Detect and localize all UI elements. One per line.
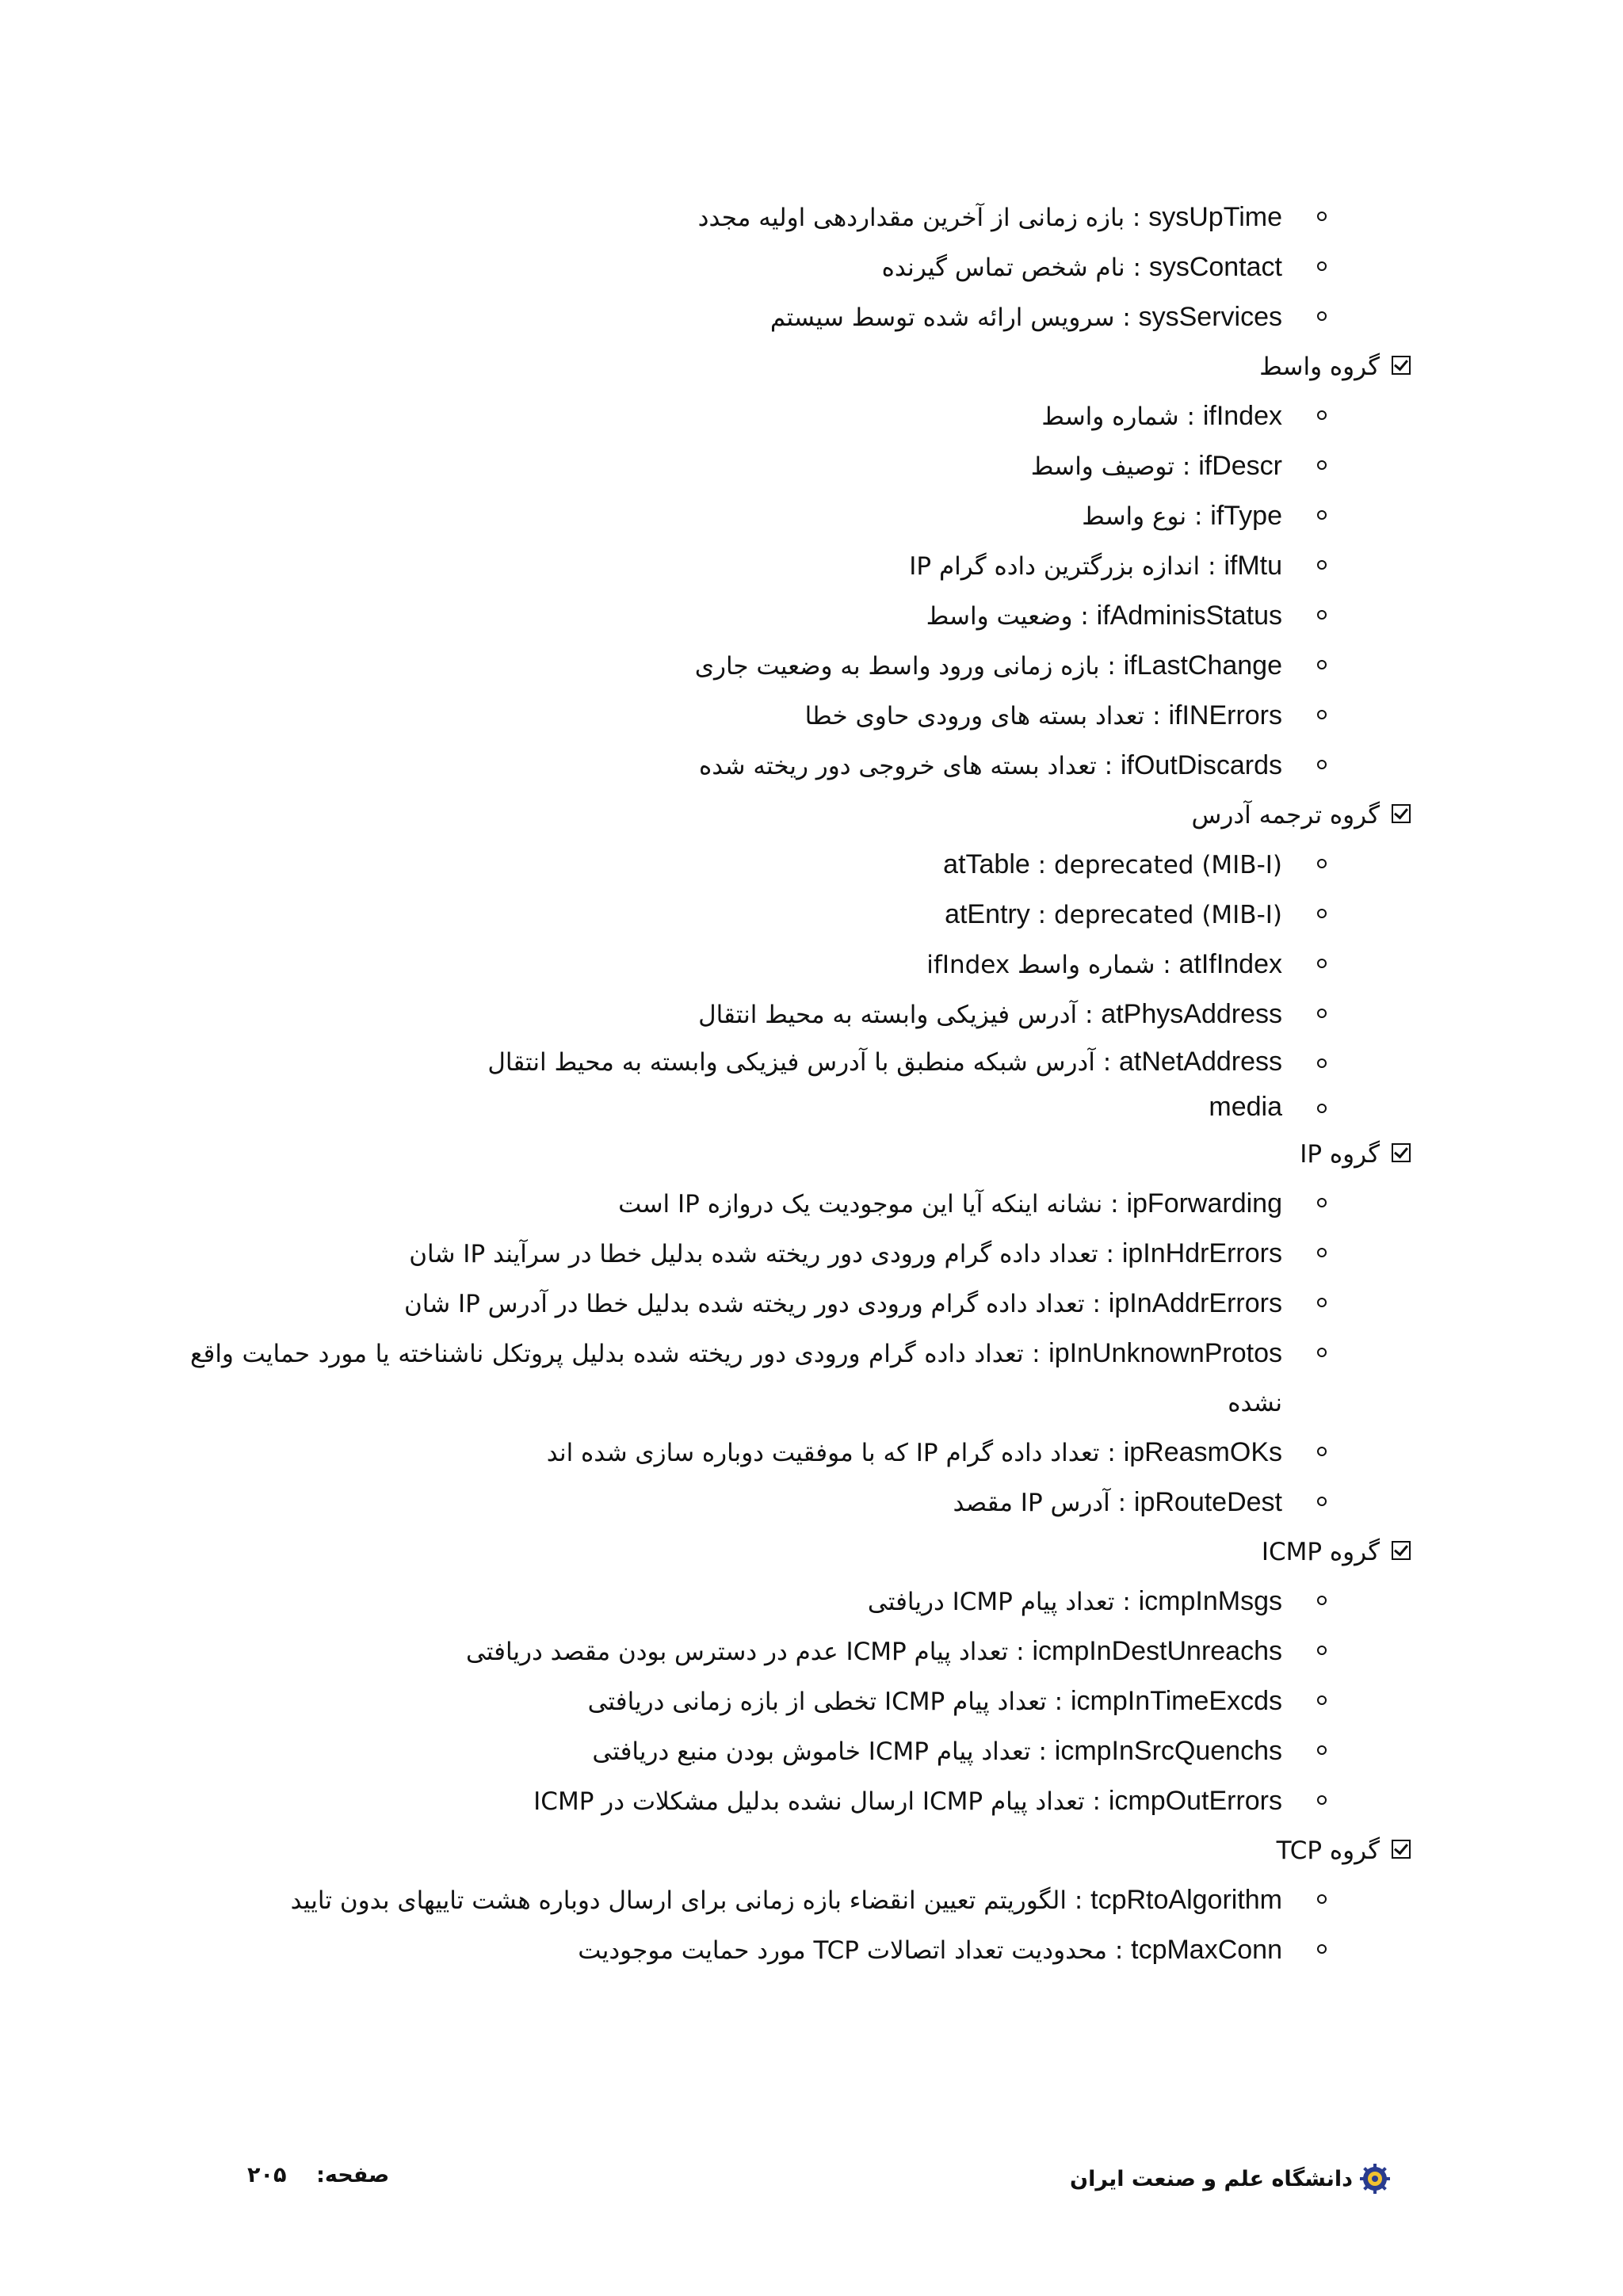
circle-bullet-icon <box>1317 909 1327 918</box>
mib-object-description: : شماره واسط ifIndex <box>926 951 1179 979</box>
mib-object-name: ipInAddrErrors <box>1108 1288 1282 1318</box>
mib-object-description: : تعداد پیام ICMP خاموش بودن منبع دریافتی <box>592 1737 1055 1766</box>
mib-object-name: ipInUnknownProtos <box>1048 1338 1282 1368</box>
circle-bullet-icon <box>1317 959 1327 968</box>
mib-object-name: icmpInTimeExcds <box>1070 1686 1282 1716</box>
list-item <box>190 940 1282 990</box>
list-item <box>190 1478 1282 1527</box>
circle-bullet-icon <box>1317 311 1327 321</box>
section-heading <box>190 1527 1380 1577</box>
mib-object-name: atPhysAddress <box>1101 999 1282 1029</box>
section-heading <box>190 342 1380 391</box>
mib-object-name: ifMtu <box>1224 551 1282 581</box>
mib-object-name: ifAdminisStatus <box>1096 601 1282 631</box>
mib-object-name: media <box>1209 1092 1282 1122</box>
circle-bullet-icon <box>1317 1695 1327 1705</box>
circle-bullet-icon <box>1317 1894 1327 1904</box>
mib-object-description: : اندازه بزرگترین داده گرام IP <box>909 552 1224 581</box>
mib-object-description: : تعداد پیام ICMP عدم در دسترس بودن مقصد دریافتی <box>465 1638 1033 1666</box>
mib-object-description: : تعداد پیام ICMP دریافتی <box>867 1588 1139 1616</box>
circle-bullet-icon <box>1317 1447 1327 1456</box>
mib-object-description: : الگوریتم تعیین انقضاء بازه زمانی برای ارسال دوباره هشت تاییهای بدون تایید <box>290 1886 1091 1915</box>
mib-object-name: ipInHdrErrors <box>1121 1238 1282 1268</box>
circle-bullet-icon <box>1317 660 1327 669</box>
list-item <box>190 1577 1282 1627</box>
list-item <box>190 1085 1282 1130</box>
mib-object-description: : بازه زمانی ورود واسط به وضعیت جاری <box>694 652 1124 681</box>
list-item <box>190 691 1282 741</box>
list-item <box>190 890 1282 940</box>
circle-bullet-icon <box>1317 1348 1327 1357</box>
list-item <box>190 441 1282 491</box>
list-item <box>190 491 1282 541</box>
section-title: گروه ICMP <box>1261 1538 1380 1566</box>
circle-bullet-icon <box>1317 1198 1327 1207</box>
content-area <box>190 193 1380 1975</box>
circle-bullet-icon <box>1317 510 1327 520</box>
section-title: گروه TCP <box>1276 1836 1380 1865</box>
list-item <box>190 1925 1282 1975</box>
circle-bullet-icon <box>1317 1944 1327 1954</box>
mib-object-name: ifType <box>1210 501 1282 531</box>
mib-object-description: : سرویس ارائه شده توسط سیستم <box>769 303 1139 332</box>
list-item <box>190 741 1282 791</box>
circle-bullet-icon <box>1317 1745 1327 1755</box>
checkbox-checked-icon <box>1392 1541 1411 1560</box>
section-title: گروه واسط <box>1259 353 1380 381</box>
mib-object-description: : تعداد بسته های خروجی دور ریخته شده <box>699 752 1121 780</box>
mib-object-name: ifINErrors <box>1168 700 1282 730</box>
list-item <box>190 1776 1282 1826</box>
mib-object-description: : وضعیت واسط <box>926 602 1097 631</box>
list-item <box>190 1039 1282 1085</box>
list-item <box>190 193 1282 242</box>
mib-object-description: : محدودیت تعداد اتصالات TCP مورد حمایت موجودیت <box>578 1936 1132 1965</box>
mib-object-description: : نشانه اینکه آیا این موجودیت یک دروازه IP است <box>618 1190 1127 1219</box>
page-label: صفحه: <box>316 2163 390 2187</box>
checkbox-checked-icon <box>1392 356 1411 375</box>
list-item <box>190 541 1282 591</box>
mib-object-description: : نام شخص تماس گیرنده <box>881 254 1149 282</box>
mib-object-name: sysContact <box>1148 252 1282 282</box>
mib-object-description: : deprecated (MIB-I) <box>1029 851 1282 879</box>
mib-object-name: ifLastChange <box>1123 650 1282 681</box>
list-item <box>190 242 1282 292</box>
circle-bullet-icon <box>1317 1497 1327 1506</box>
circle-bullet-icon <box>1317 261 1327 271</box>
page-number-block <box>247 2163 389 2187</box>
page-footer <box>0 2163 1623 2210</box>
mib-object-name: ipRouteDest <box>1133 1487 1282 1517</box>
section-title: گروه ترجمه آدرس <box>1191 801 1380 830</box>
list-item <box>190 1726 1282 1776</box>
page-number: ۲۰۵ <box>247 2163 287 2187</box>
mib-object-name: tcpMaxConn <box>1131 1935 1282 1965</box>
mib-object-description: : تعداد پیام ICMP ارسال نشده بدلیل مشکلات در ICMP <box>533 1787 1109 1816</box>
mib-object-name: icmpInMsgs <box>1138 1586 1282 1616</box>
list-item <box>190 641 1282 691</box>
mib-object-description: : آدرس فیزیکی وابسته به محیط انتقال <box>698 1001 1102 1029</box>
section-heading <box>190 1130 1380 1179</box>
mib-object-description: : آدرس شبکه منطبق با آدرس فیزیکی وابسته به محیط انتقال <box>487 1048 1119 1077</box>
mib-object-name: atIfIndex <box>1178 949 1282 979</box>
section-title: گروه IP <box>1300 1140 1380 1169</box>
checkbox-checked-icon <box>1392 804 1411 823</box>
mib-object-name: ifIndex <box>1202 401 1282 431</box>
mib-object-name: sysUpTime <box>1148 202 1282 232</box>
list-item <box>190 292 1282 342</box>
circle-bullet-icon <box>1317 1646 1327 1655</box>
list-item <box>190 1329 1282 1428</box>
mib-object-name: ipForwarding <box>1126 1188 1282 1219</box>
section-heading <box>190 791 1380 840</box>
mib-object-description: : توصیف واسط <box>1030 452 1199 481</box>
list-item <box>190 1179 1282 1229</box>
mib-object-name: ifDescr <box>1198 451 1282 481</box>
circle-bullet-icon <box>1317 1795 1327 1805</box>
checkbox-checked-icon <box>1392 1143 1411 1162</box>
mib-object-description: : تعداد بسته های ورودی حاوی خطا <box>804 702 1169 730</box>
list-item <box>190 990 1282 1039</box>
mib-object-description: : شماره واسط <box>1041 402 1203 431</box>
checkbox-checked-icon <box>1392 1840 1411 1859</box>
circle-bullet-icon <box>1317 560 1327 570</box>
circle-bullet-icon <box>1317 1104 1327 1113</box>
list-item <box>190 1279 1282 1329</box>
mib-object-description: : تعداد داده گرام ورودی دور ریخته شده بدلیل پروتکل ناشناخته یا مورد حمایت واقع نشده <box>190 1340 1282 1417</box>
list-item <box>190 1676 1282 1726</box>
mib-object-name: atEntry <box>945 899 1030 929</box>
mib-object-name: icmpOutErrors <box>1108 1786 1282 1816</box>
mib-object-name: icmpInSrcQuenchs <box>1054 1736 1282 1766</box>
circle-bullet-icon <box>1317 1058 1327 1068</box>
footer-university <box>1070 2163 1391 2195</box>
mib-object-name: atTable <box>943 849 1030 879</box>
circle-bullet-icon <box>1317 760 1327 769</box>
mib-object-description: : deprecated (MIB-I) <box>1029 901 1282 929</box>
circle-bullet-icon <box>1317 610 1327 620</box>
list-item <box>190 840 1282 890</box>
mib-object-name: tcpRtoAlgorithm <box>1090 1885 1282 1915</box>
circle-bullet-icon <box>1317 212 1327 221</box>
mib-object-name: sysServices <box>1138 302 1282 332</box>
circle-bullet-icon <box>1317 710 1327 719</box>
mib-object-description: : تعداد پیام ICMP تخطی از بازه زمانی دریافتی <box>587 1688 1071 1716</box>
mib-object-description: : تعداد داده گرام ورودی دور ریخته شده بدلیل خطا در آدرس IP شان <box>403 1290 1109 1318</box>
mib-object-description: : آدرس IP مقصد <box>953 1489 1134 1517</box>
list-item <box>190 1627 1282 1676</box>
circle-bullet-icon <box>1317 859 1327 868</box>
list-item <box>190 1428 1282 1478</box>
mib-object-description: : تعداد داده گرام IP که با موفقیت دوباره سازی شده اند <box>546 1439 1124 1467</box>
list-item <box>190 391 1282 441</box>
mib-object-name: ifOutDiscards <box>1120 750 1282 780</box>
university-logo-icon <box>1359 2163 1391 2195</box>
circle-bullet-icon <box>1317 1298 1327 1307</box>
list-item <box>190 1875 1282 1925</box>
section-heading <box>190 1826 1380 1875</box>
circle-bullet-icon <box>1317 1009 1327 1018</box>
mib-object-name: atNetAddress <box>1119 1047 1282 1077</box>
circle-bullet-icon <box>1317 1248 1327 1257</box>
circle-bullet-icon <box>1317 410 1327 420</box>
circle-bullet-icon <box>1317 1596 1327 1605</box>
mib-object-description: : تعداد داده گرام ورودی دور ریخته شده بدلیل خطا در سرآیند IP شان <box>409 1240 1122 1268</box>
mib-object-name: ipReasmOKs <box>1123 1437 1282 1467</box>
mib-object-name: icmpInDestUnreachs <box>1032 1636 1282 1666</box>
circle-bullet-icon <box>1317 460 1327 470</box>
list-item <box>190 591 1282 641</box>
list-item <box>190 1229 1282 1279</box>
university-name: دانشگاه علم و صنعت ایران <box>1070 2166 1353 2191</box>
mib-object-description: : بازه زمانی از آخرین مقداردهی اولیه مجدد <box>697 204 1149 232</box>
mib-object-description: : نوع واسط <box>1082 502 1211 531</box>
